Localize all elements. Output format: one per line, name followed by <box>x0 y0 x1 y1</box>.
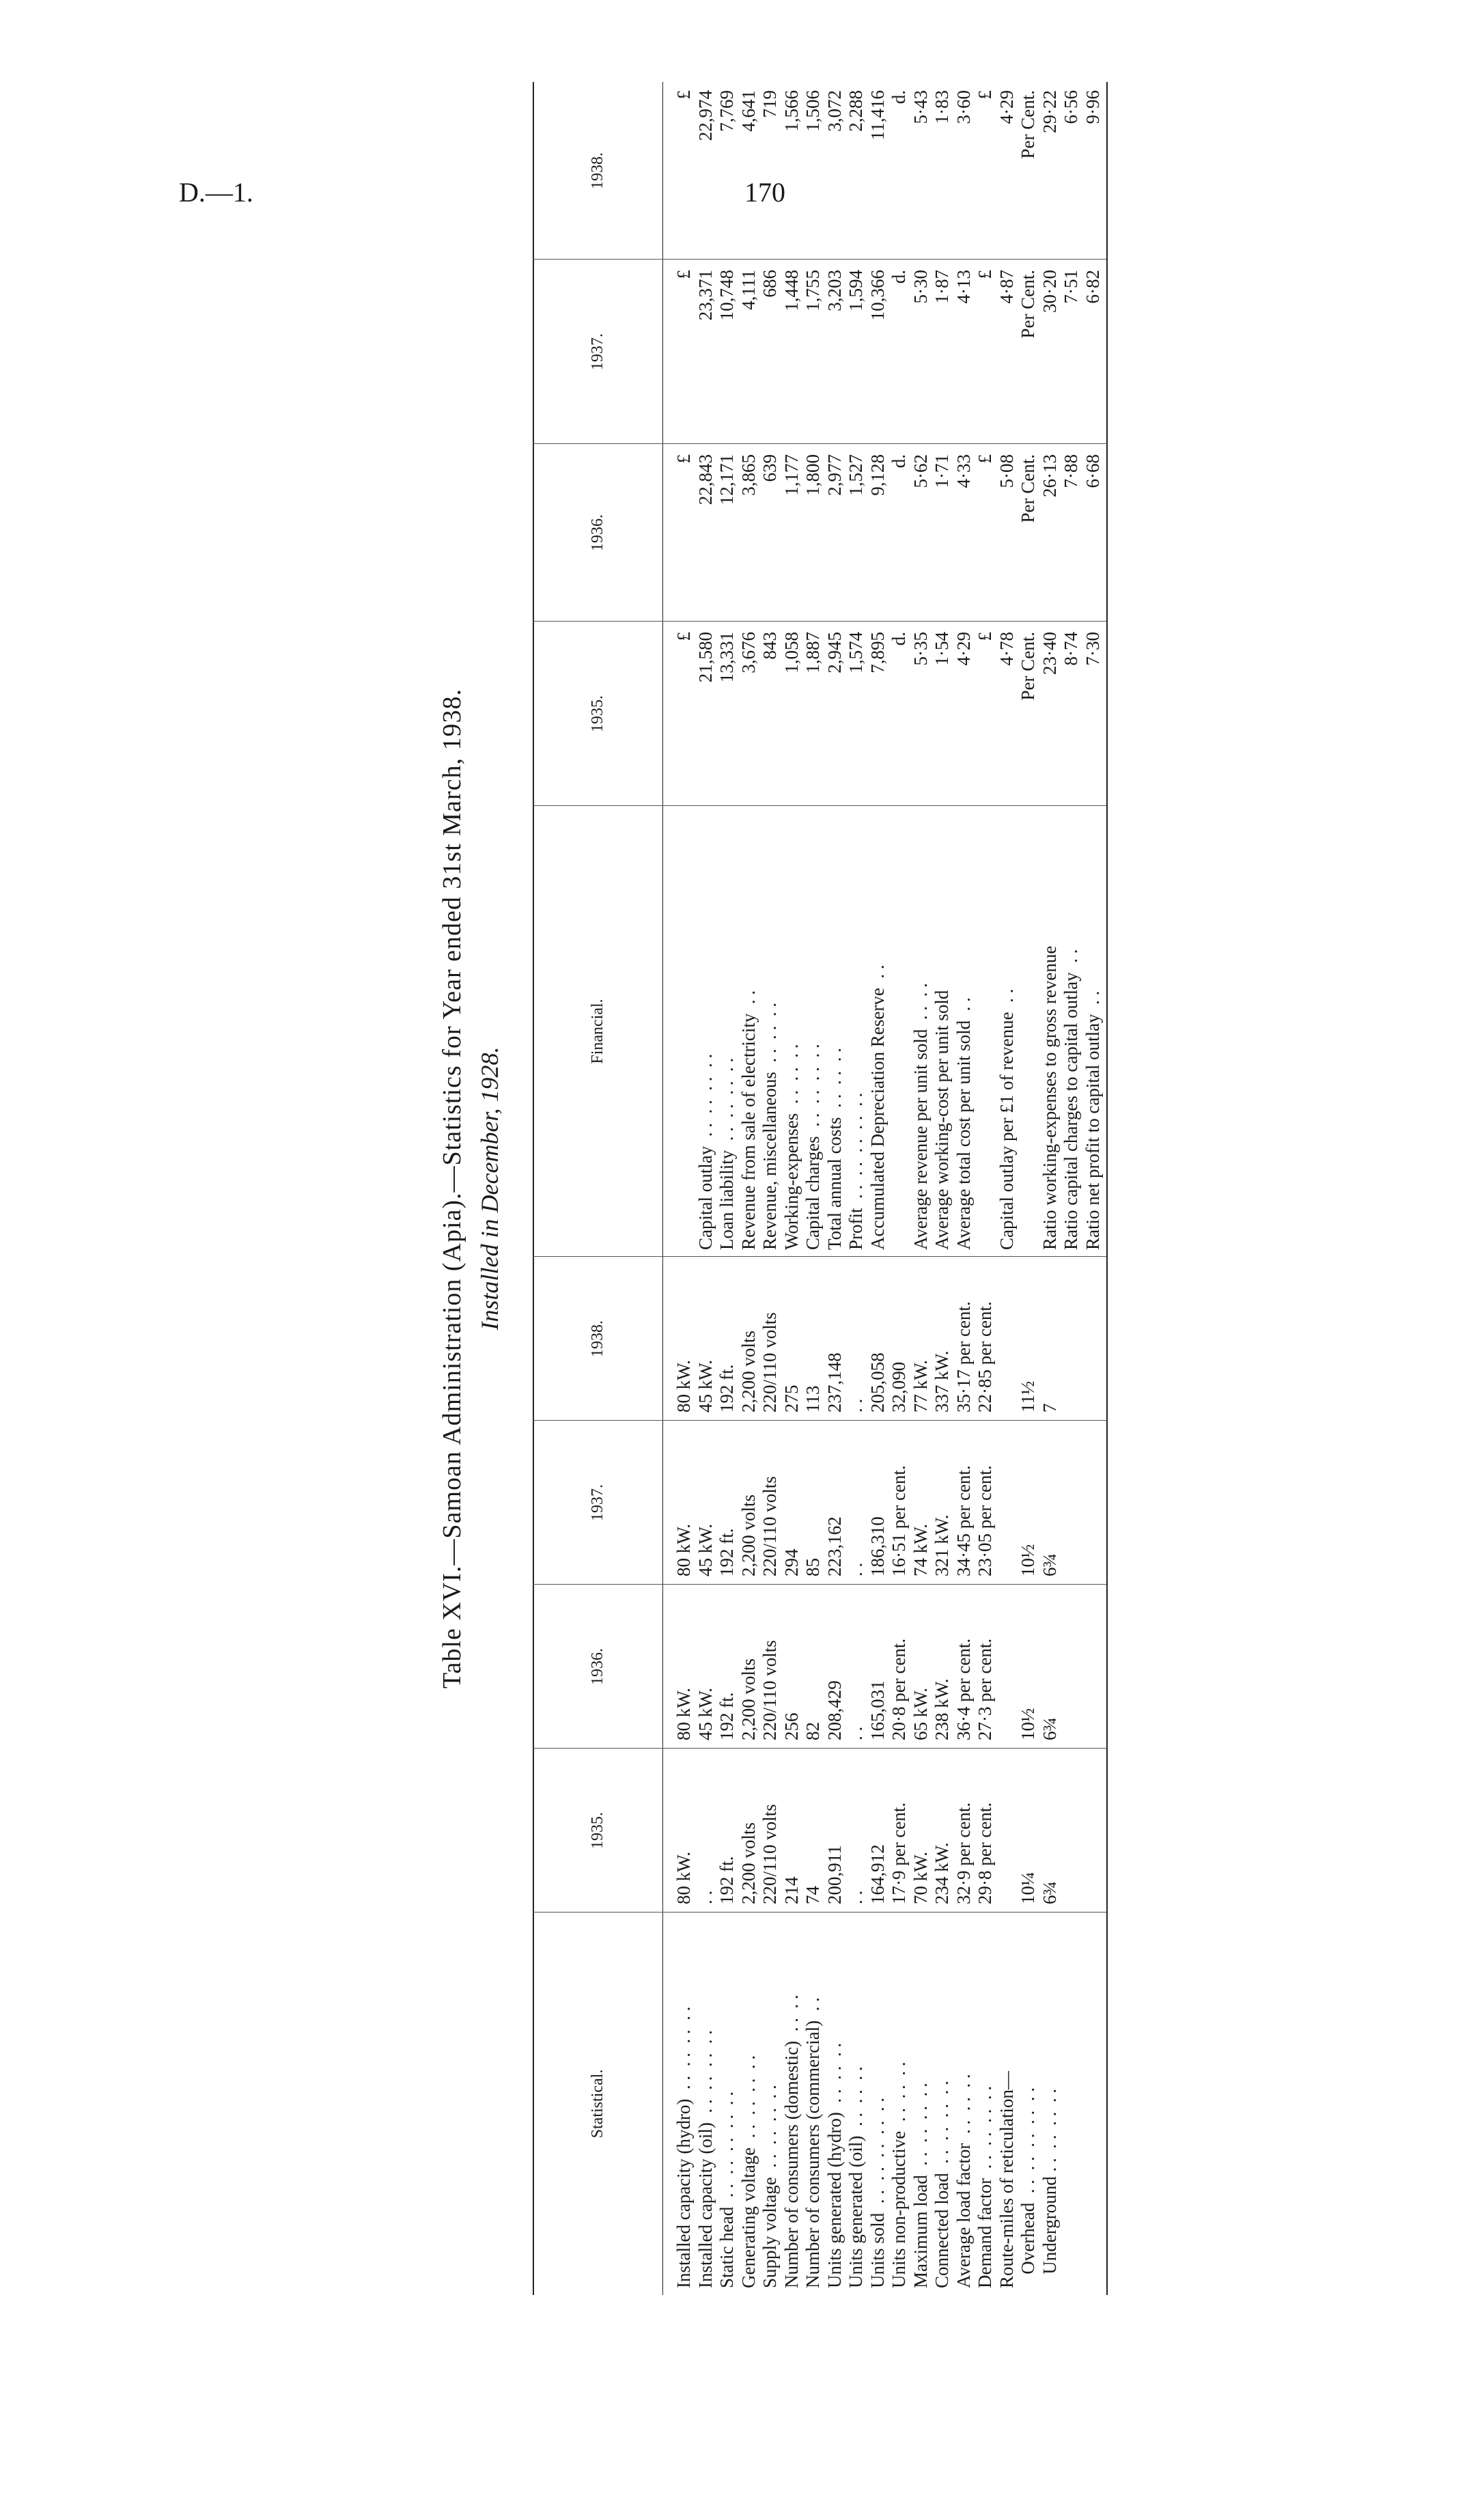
financial-row-label: Ratio working-expenses to gross revenue <box>1039 945 1060 1250</box>
fin-cell-1938: d. <box>888 90 909 105</box>
fin-cell-1936: 639 <box>759 454 780 482</box>
stat-cell-1938: 337 kW. <box>932 1350 952 1413</box>
stat-cell-1935: 214 <box>781 1876 802 1904</box>
fin-cell-1936: Per Cent. <box>1018 454 1038 523</box>
stat-cell-1937: 16·51 per cent. <box>888 1465 909 1576</box>
fin-cell-1938: 29·22 <box>1039 90 1060 133</box>
statistical-row-label: Generating voltage . . . . . . . . <box>738 2055 759 2288</box>
table-subtitle: Installed in December, 1928. <box>476 1046 503 1331</box>
stat-cell-1937: 23·05 per cent. <box>975 1465 995 1576</box>
stat-cell-1938: 192 ft. <box>716 1364 737 1413</box>
financial-row-label: Average revenue per unit sold . . . . <box>910 983 931 1250</box>
financial-row-label: Capital outlay . . . . . . . . <box>695 1053 716 1250</box>
fin-cell-1935: £ <box>975 632 995 641</box>
stat-cell-1936: 80 kW. <box>673 1687 694 1740</box>
header-stat-1937: 1937. <box>588 1484 606 1521</box>
statistical-row-label: Installed capacity (oil) . . . . . . . . <box>695 2030 716 2288</box>
fin-cell-1936: 3,865 <box>738 454 759 496</box>
stat-cell-1935: 17·9 per cent. <box>888 1802 909 1904</box>
stat-cell-1937: 2,200 volts <box>738 1494 759 1576</box>
statistical-1935-column <box>673 1751 1061 1904</box>
fin-cell-1937: 1,594 <box>845 270 866 311</box>
stat-cell-1937: 220/110 volts <box>759 1476 780 1576</box>
fin-cell-1936: 1·71 <box>932 454 952 488</box>
fin-cell-1936: 2,977 <box>824 454 845 496</box>
stat-cell-1936: 10½ <box>1018 1708 1038 1740</box>
statistical-row-label: Route-miles of reticulation— <box>996 2071 1017 2288</box>
statistical-row-label: Number of consumers (domestic) . . . . <box>781 1994 802 2288</box>
fin-cell-1937: Per Cent. <box>1018 270 1038 339</box>
stat-cell-1938: 237,148 <box>824 1352 845 1413</box>
stat-cell-1937: . . <box>845 1562 866 1576</box>
fin-cell-1936: 1,177 <box>781 454 802 496</box>
fin-cell-1937: 5·30 <box>910 270 931 304</box>
stat-cell-1935: 192 ft. <box>716 1856 737 1904</box>
financial-row-label: Revenue from sale of electricity . . <box>738 990 759 1250</box>
stat-cell-1936: 65 kW. <box>910 1687 931 1740</box>
stat-cell-1937: 294 <box>781 1548 802 1576</box>
fin-cell-1937: 686 <box>759 270 780 298</box>
fin-cell-1936: £ <box>975 454 995 464</box>
financial-row-label <box>888 809 910 1250</box>
statistical-1938-column <box>673 1259 1061 1413</box>
fin-cell-1938: 5·43 <box>910 90 931 124</box>
stat-cell-1938: 7 <box>1039 1403 1060 1413</box>
financial-row-label: Ratio capital charges to capital outlay . . <box>1061 949 1081 1250</box>
financial-1936-column <box>673 454 1104 622</box>
statistical-row-label: Static head . . . . . . . . . . <box>716 2091 737 2288</box>
fin-cell-1935: 1·54 <box>932 632 952 666</box>
stat-cell-1936: . . <box>845 1726 866 1740</box>
financial-row-label: Profit . . . . . . . . . . <box>845 1092 866 1250</box>
stat-cell-1935: 164,912 <box>867 1844 888 1904</box>
statistical-row-label: Units generated (hydro) . . . . . . <box>824 2042 845 2288</box>
financial-1935-column <box>673 632 1104 806</box>
fin-cell-1937: 1,755 <box>802 270 823 311</box>
financial-row-label <box>1018 809 1039 1250</box>
stat-cell-1936: 165,031 <box>867 1680 888 1740</box>
fin-cell-1935: 4·29 <box>953 632 974 666</box>
fin-cell-1938: 6·56 <box>1061 90 1081 124</box>
fin-cell-1937: 1·87 <box>932 270 952 304</box>
fin-cell-1938: 11,416 <box>867 90 888 141</box>
fin-cell-1937: 4·13 <box>953 270 974 304</box>
header-fin-1938: 1938. <box>588 152 606 189</box>
fin-cell-1938: 22,974 <box>695 90 716 141</box>
financial-row-label: Average working-cost per unit sold <box>932 990 952 1250</box>
fin-cell-1936: 12,171 <box>716 454 737 505</box>
fin-cell-1935: 7·30 <box>1082 632 1103 666</box>
fin-cell-1938: 1,566 <box>781 90 802 132</box>
table-bottom-rule <box>1106 82 1108 2295</box>
page-header-reference: D.—1. <box>179 177 253 208</box>
fin-cell-1935: 2,945 <box>824 632 845 673</box>
stat-cell-1935: . . <box>845 1890 866 1904</box>
fin-cell-1937: 10,366 <box>867 270 888 321</box>
stat-cell-1938: 22·85 per cent. <box>975 1301 995 1413</box>
stat-cell-1937: 34·45 per cent. <box>953 1465 974 1576</box>
fin-cell-1936: d. <box>888 454 909 469</box>
statistical-row-label: Maximum load . . . . . . . . <box>910 2083 931 2288</box>
stat-cell-1936: 27·3 per cent. <box>975 1638 995 1740</box>
fin-cell-1937: £ <box>975 270 995 279</box>
header-fin-1935: 1935. <box>588 695 606 732</box>
fin-cell-1936: 7·88 <box>1061 454 1081 488</box>
statistical-row-label: Underground . . . . . . . . <box>1039 2089 1060 2288</box>
stat-cell-1935: 29·8 per cent. <box>975 1802 995 1904</box>
fin-cell-1937: 10,748 <box>716 270 737 321</box>
fin-cell-1938: 2,288 <box>845 90 866 132</box>
financial-1937-column <box>673 270 1104 444</box>
stat-cell-1937: 321 kW. <box>932 1514 952 1576</box>
stat-cell-1937: 10½ <box>1018 1544 1038 1576</box>
fin-cell-1938: 1·83 <box>932 90 952 124</box>
stat-cell-1935: 74 <box>802 1886 823 1904</box>
fin-cell-1936: 1,527 <box>845 454 866 496</box>
statistical-1936-column <box>673 1587 1061 1740</box>
stat-cell-1937: 45 kW. <box>695 1523 716 1576</box>
header-stat-1935: 1935. <box>588 1812 606 1849</box>
stat-cell-1938: 275 <box>781 1385 802 1413</box>
fin-cell-1937: 4·87 <box>996 270 1017 304</box>
fin-cell-1935: 1,887 <box>802 632 823 673</box>
financial-row-label: Capital charges . . . . . . . . <box>802 1044 823 1250</box>
fin-cell-1935: 843 <box>759 632 780 660</box>
stat-cell-1936: 2,200 volts <box>738 1658 759 1740</box>
fin-cell-1938: Per Cent. <box>1018 90 1038 159</box>
statistical-row-label: Overhead . . . . . . . . . . <box>1018 2087 1038 2288</box>
fin-cell-1935: 5·35 <box>910 632 931 666</box>
financial-row-label: Working-expenses . . . . . . <box>781 1044 802 1250</box>
stat-cell-1937: 85 <box>802 1558 823 1576</box>
fin-cell-1935: Per Cent. <box>1018 632 1038 701</box>
stat-cell-1937: 192 ft. <box>716 1528 737 1576</box>
fin-cell-1936: 5·62 <box>910 454 931 488</box>
stat-cell-1938: 32,090 <box>888 1361 909 1413</box>
stat-cell-1935: 200,911 <box>824 1845 845 1904</box>
stat-cell-1936: 82 <box>802 1722 823 1740</box>
statistical-1937-column <box>673 1423 1061 1576</box>
fin-cell-1936: 1,800 <box>802 454 823 496</box>
stat-cell-1937 <box>996 1423 1018 1576</box>
financial-row-label: Capital outlay per £1 of revenue . . <box>996 988 1017 1250</box>
financial-row-label <box>673 809 695 1250</box>
statistics-table <box>533 82 1106 2295</box>
stat-cell-1938: 45 kW. <box>695 1359 716 1413</box>
stat-cell-1935: 10¼ <box>1018 1872 1038 1904</box>
stat-cell-1938: 113 <box>802 1385 823 1413</box>
stat-cell-1935: 80 kW. <box>673 1851 694 1904</box>
rotated-table-block <box>437 82 1120 2295</box>
stat-cell-1938: 205,058 <box>867 1352 888 1413</box>
stat-cell-1936: 192 ft. <box>716 1692 737 1740</box>
header-fin-1937: 1937. <box>588 333 606 370</box>
fin-cell-1938: 3·60 <box>953 90 974 124</box>
financial-row-label: Total annual costs . . . . . . <box>824 1048 845 1250</box>
table-title: Table XVI.—Samoan Administration (Apia).—Statistics for Year ended 31st March, 1938. <box>438 689 466 1688</box>
header-statistical: Statistical. <box>588 2069 606 2139</box>
statistical-row-label: Average load factor . . . . . . <box>953 2074 974 2288</box>
fin-cell-1935: d. <box>888 632 909 646</box>
stat-cell-1938: 80 kW. <box>673 1359 694 1413</box>
fin-cell-1935: 1,574 <box>845 632 866 673</box>
financial-row-label: Ratio net profit to capital outlay . . <box>1082 990 1103 1250</box>
stat-cell-1935: 70 kW. <box>910 1851 931 1904</box>
fin-cell-1938: 7,769 <box>716 90 737 132</box>
stat-cell-1937: 223,162 <box>824 1516 845 1576</box>
header-financial: Financial. <box>588 999 606 1064</box>
stat-cell-1938: 11½ <box>1018 1380 1038 1413</box>
fin-cell-1937: 23,371 <box>695 270 716 321</box>
financial-labels-column <box>673 809 1104 1250</box>
fin-cell-1936: 4·33 <box>953 454 974 488</box>
financial-row-label: Accumulated Depreciation Reserve . . <box>867 964 888 1250</box>
statistical-row-label: Supply voltage . . . . . . . . <box>759 2085 780 2288</box>
fin-cell-1937: d. <box>888 270 909 284</box>
financial-1938-column <box>673 90 1104 260</box>
fin-cell-1936: 26·13 <box>1039 454 1060 497</box>
financial-row-label: Average total cost per unit sold . . <box>953 997 974 1250</box>
stat-cell-1935: 32·9 per cent. <box>953 1802 974 1904</box>
fin-cell-1937: 6·82 <box>1082 270 1103 304</box>
stat-cell-1936: 20·8 per cent. <box>888 1638 909 1740</box>
header-fin-1936: 1936. <box>588 514 606 551</box>
statistical-row-label: Installed capacity (hydro) . . . . . . . . <box>673 2006 694 2288</box>
header-stat-1938: 1938. <box>588 1320 606 1357</box>
stat-cell-1936: 6¾ <box>1039 1717 1060 1740</box>
fin-cell-1935: 7,895 <box>867 632 888 673</box>
statistical-row-label: Connected load . . . . . . . . <box>932 2081 952 2288</box>
stat-cell-1935: . . <box>695 1890 716 1904</box>
header-stat-1936: 1936. <box>588 1648 606 1685</box>
stat-cell-1936: 36·4 per cent. <box>953 1638 974 1740</box>
fin-cell-1936: 6·68 <box>1082 454 1103 488</box>
fin-cell-1938: 719 <box>759 90 780 118</box>
fin-cell-1936: 9,128 <box>867 454 888 496</box>
statistical-row-label: Demand factor . . . . . . . . <box>975 2085 995 2288</box>
stat-cell-1938 <box>996 1259 1018 1413</box>
financial-row-label: Loan liability . . . . . . . . <box>716 1057 737 1250</box>
stat-cell-1937: 186,310 <box>867 1516 888 1576</box>
header-rule <box>662 82 663 2295</box>
stat-cell-1936: 238 kW. <box>932 1678 952 1740</box>
fin-cell-1938: £ <box>673 90 694 100</box>
financial-row-label: Revenue, miscellaneous . . . . . . <box>759 1002 780 1250</box>
statistical-labels-column <box>673 1916 1061 2288</box>
stat-cell-1938: 220/110 volts <box>759 1312 780 1413</box>
fin-cell-1936: 22,843 <box>695 454 716 505</box>
fin-cell-1938: 4·29 <box>996 90 1017 124</box>
stat-cell-1935: 6¾ <box>1039 1881 1060 1904</box>
statistical-row-label: Units generated (oil) . . . . . . <box>845 2066 866 2288</box>
fin-cell-1935: 4·78 <box>996 632 1017 666</box>
fin-cell-1937: 7·51 <box>1061 270 1081 304</box>
stat-cell-1937: 74 kW. <box>910 1523 931 1576</box>
fin-cell-1937: 4,111 <box>738 270 759 310</box>
fin-cell-1938: 9·96 <box>1082 90 1103 124</box>
fin-cell-1937: 1,448 <box>781 270 802 311</box>
stat-cell-1935: 220/110 volts <box>759 1804 780 1904</box>
statistical-row-label: Units sold . . . . . . . . . . <box>867 2097 888 2288</box>
fin-cell-1936: 5·08 <box>996 454 1017 488</box>
stat-cell-1938: 35·17 per cent. <box>953 1301 974 1413</box>
stat-cell-1936: 45 kW. <box>695 1687 716 1740</box>
fin-cell-1935: 23·40 <box>1039 632 1060 675</box>
fin-cell-1936: £ <box>673 454 694 464</box>
fin-cell-1935: 1,058 <box>781 632 802 673</box>
fin-cell-1935: £ <box>673 632 694 641</box>
fin-cell-1938: 3,072 <box>824 90 845 132</box>
financial-row-label <box>975 809 996 1250</box>
stat-cell-1936: 208,429 <box>824 1680 845 1740</box>
stat-cell-1938: . . <box>845 1398 866 1413</box>
fin-cell-1938: £ <box>975 90 995 100</box>
fin-cell-1937: £ <box>673 270 694 279</box>
fin-cell-1935: 8·74 <box>1061 632 1081 666</box>
stat-cell-1936: 220/110 volts <box>759 1640 780 1740</box>
fin-cell-1938: 4,641 <box>738 90 759 132</box>
fin-cell-1935: 13,331 <box>716 632 737 683</box>
stat-cell-1936 <box>996 1587 1018 1740</box>
stat-cell-1936: 256 <box>781 1712 802 1740</box>
fin-cell-1935: 21,580 <box>695 632 716 683</box>
fin-cell-1937: 30·20 <box>1039 270 1060 313</box>
fin-cell-1935: 3,676 <box>738 632 759 673</box>
fin-cell-1937: 3,203 <box>824 270 845 311</box>
page-number: 170 <box>744 177 785 208</box>
stat-cell-1935: 2,200 volts <box>738 1822 759 1904</box>
stat-cell-1937: 80 kW. <box>673 1523 694 1576</box>
stat-cell-1935 <box>996 1751 1018 1904</box>
stat-cell-1937: 6¾ <box>1039 1553 1060 1576</box>
statistical-row-label: Number of consumers (commercial) . . <box>802 1997 823 2288</box>
stat-cell-1938: 2,200 volts <box>738 1330 759 1413</box>
stat-cell-1938: 77 kW. <box>910 1359 931 1413</box>
fin-cell-1938: 1,506 <box>802 90 823 132</box>
stat-cell-1935: 234 kW. <box>932 1842 952 1904</box>
statistical-row-label: Units non-productive . . . . . . <box>888 2061 909 2288</box>
